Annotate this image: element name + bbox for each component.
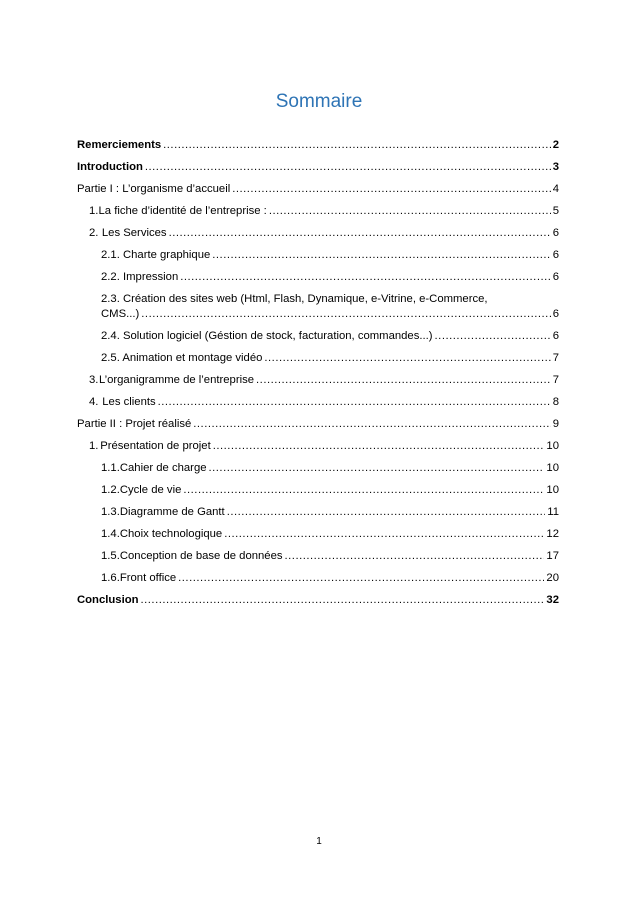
toc-dot-leader (163, 138, 551, 153)
toc-dot-leader (193, 417, 550, 432)
toc-entry-label: Présentation de projet (100, 440, 211, 452)
toc-entry-page: 6 (552, 227, 559, 239)
toc-dot-leader (158, 395, 551, 410)
toc-entry-clients[interactable] (77, 395, 559, 410)
toc-entry-page: 10 (546, 440, 559, 452)
toc-entry-number: 1.1. (101, 462, 120, 474)
toc-entry-number: 1.5. (101, 550, 120, 562)
toc-dot-leader (264, 351, 550, 366)
toc-entry-label: Front office (119, 572, 177, 584)
toc-entry-remerciements[interactable] (77, 138, 559, 153)
toc-entry-conclusion[interactable] (77, 593, 559, 608)
toc-entry-page: 7 (552, 352, 559, 364)
toc-dot-leader (232, 182, 550, 197)
toc-entry-page: 6 (552, 271, 559, 283)
toc-entry-page: 2 (552, 139, 559, 151)
toc-entry-partie-1[interactable] (77, 182, 559, 197)
toc-dot-leader (269, 204, 551, 219)
toc-dot-leader (141, 593, 545, 608)
toc-entry-front-office[interactable] (77, 571, 559, 586)
toc-entry-introduction[interactable] (77, 160, 559, 175)
toc-dot-leader (224, 527, 544, 542)
toc-entry-number: 4. (89, 396, 99, 408)
toc-entry-charte-graphique[interactable] (77, 248, 559, 263)
toc-dot-leader (180, 270, 550, 285)
toc-entry-diagramme-gantt[interactable] (77, 505, 559, 520)
toc-entry-number: 1.3. (101, 506, 120, 518)
toc-dot-leader (141, 307, 550, 322)
toc-entry-page: 6 (552, 249, 559, 261)
toc-entry-page: 9 (552, 418, 559, 430)
toc-entry-label: Conclusion (77, 594, 139, 606)
toc-entry-label: Diagramme de Gantt (119, 506, 225, 518)
toc-dot-leader (209, 461, 545, 476)
toc-entry-number: 1. (89, 205, 99, 217)
toc-entry-page: 12 (546, 528, 559, 540)
toc-entry-page: 10 (546, 484, 559, 496)
toc-entry-label: Conception de base de données (119, 550, 283, 562)
toc-entry-choix-technologique[interactable] (77, 527, 559, 542)
toc-entry-creation-sites-web[interactable] (77, 292, 559, 322)
toc-entry-conception-bdd[interactable] (77, 549, 559, 564)
toc-dot-leader (227, 505, 546, 520)
toc-entry-label: 2.1. Charte graphique (101, 249, 211, 261)
toc-entry-cycle-vie[interactable] (77, 483, 559, 498)
toc-entry-label-line1: 2.3. Création des sites web (Html, Flash, Dynamique, e-Vitrine, e-Commerce, (101, 293, 488, 305)
toc-entry-label: L’organigramme de l’entreprise (98, 374, 255, 386)
toc-entry-number: 1.2. (101, 484, 120, 496)
toc-dot-leader (183, 483, 544, 498)
toc-entry-page: 6 (552, 330, 559, 342)
toc-entry-page: 32 (546, 594, 559, 606)
toc-entry-page: 17 (546, 550, 559, 562)
toc-entry-number: 2. (89, 227, 99, 239)
toc-entry-page: 6 (552, 308, 559, 320)
toc-entry-cahier-charge[interactable] (77, 461, 559, 476)
page-number: 1 (316, 836, 322, 847)
toc-entry-label: Introduction (77, 161, 143, 173)
toc-dot-leader (435, 329, 551, 344)
toc-entry-page: 20 (546, 572, 559, 584)
page-title: Sommaire (275, 91, 363, 112)
toc-dot-leader (169, 226, 551, 241)
toc-entry-label: Cahier de charge (119, 462, 207, 474)
table-of-contents (77, 138, 559, 615)
toc-entry-page: 5 (552, 205, 559, 217)
toc-entry-number: 1. (89, 440, 99, 452)
toc-dot-leader (213, 439, 545, 454)
toc-entry-label: Partie II : Projet réalisé (77, 418, 192, 430)
toc-dot-leader (145, 160, 551, 175)
toc-entry-label: Remerciements (77, 139, 162, 151)
toc-entry-label: La fiche d’identité de l’entreprise : (98, 205, 267, 217)
toc-dot-leader (256, 373, 551, 388)
toc-entry-impression[interactable] (77, 270, 559, 285)
toc-entry-page: 11 (547, 506, 559, 518)
toc-entry-label: Les Services (101, 227, 167, 239)
toc-entry-organigramme[interactable] (77, 373, 559, 388)
toc-entry-label: Choix technologique (119, 528, 223, 540)
toc-entry-page: 4 (552, 183, 559, 195)
toc-entry-page: 10 (546, 462, 559, 474)
toc-dot-leader (285, 549, 545, 564)
toc-entry-line2 (101, 307, 559, 322)
toc-entry-label: Les clients (102, 396, 156, 408)
toc-entry-label: 2.2. Impression (101, 271, 179, 283)
toc-entry-partie-2[interactable] (77, 417, 559, 432)
toc-entry-presentation-projet[interactable] (77, 439, 559, 454)
toc-entry-solution-logiciel[interactable] (77, 329, 559, 344)
toc-entry-label: 2.5. Animation et montage vidéo (101, 352, 263, 364)
toc-entry-page: 8 (552, 396, 559, 408)
toc-entry-label-line2: CMS...) (101, 308, 140, 320)
toc-entry-page: 7 (552, 374, 559, 386)
toc-entry-services[interactable] (77, 226, 559, 241)
toc-entry-number: 1.4. (101, 528, 120, 540)
toc-entry-fiche-identite[interactable] (77, 204, 559, 219)
toc-entry-number: 3. (89, 374, 99, 386)
toc-entry-animation-montage[interactable] (77, 351, 559, 366)
toc-entry-label: 2.4. Solution logiciel (Géstion de stock, facturation, commandes...) (101, 330, 433, 342)
toc-dot-leader (178, 571, 544, 586)
toc-dot-leader (212, 248, 550, 263)
toc-entry-page: 3 (552, 161, 559, 173)
toc-entry-label: Partie I : L’organisme d’accueil (77, 183, 231, 195)
toc-entry-label: Cycle de vie (119, 484, 182, 496)
toc-entry-number: 1.6. (101, 572, 120, 584)
